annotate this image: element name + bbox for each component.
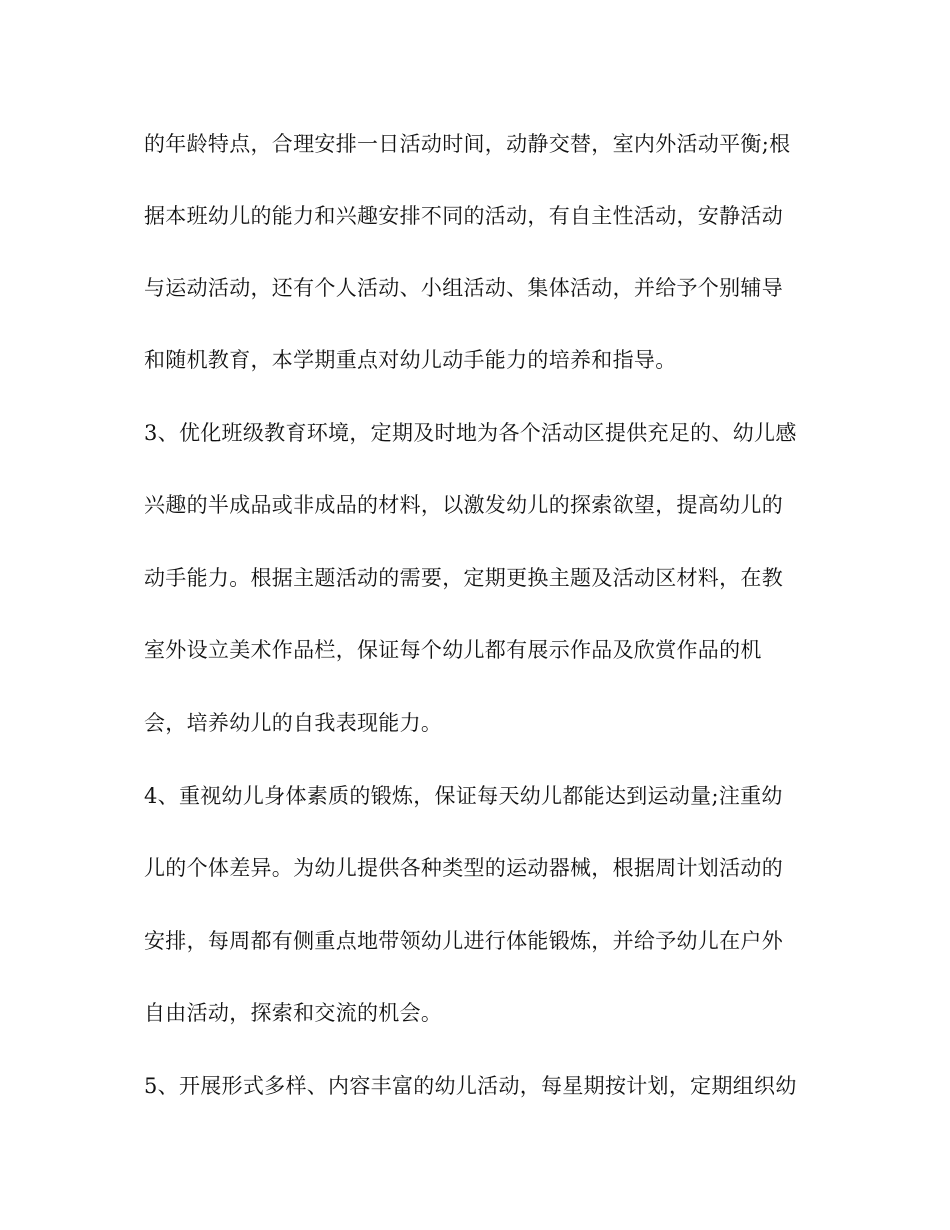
text-line: 自由活动，探索和交流的机会。 [144, 1001, 443, 1025]
text-line: 会，培养幼儿的自我表现能力。 [144, 711, 443, 735]
text-line: 安排，每周都有侧重点地带领幼儿进行体能锻炼，并给予幼儿在户外 [144, 929, 783, 953]
text-line: 和随机教育，本学期重点对幼儿动手能力的培养和指导。 [144, 348, 677, 372]
text-line: 的年龄特点，合理安排一日活动时间，动静交替，室内外活动平衡;根 [144, 132, 791, 156]
text-line: 儿的个体差异。为幼儿提供各种类型的运动器械，根据周计划活动的 [144, 856, 783, 880]
text-line: 据本班幼儿的能力和兴趣安排不同的活动，有自主性活动，安静活动 [144, 204, 783, 228]
text-line: 4、重视幼儿身体素质的锻炼，保证每天幼儿都能达到运动量;注重幼 [144, 784, 783, 808]
text-line: 动手能力。根据主题活动的需要，定期更换主题及活动区材料，在教 [144, 566, 783, 590]
text-line: 5、开展形式多样、内容丰富的幼儿活动，每星期按计划，定期组织幼 [144, 1074, 797, 1098]
text-line: 与运动活动，还有个人活动、小组活动、集体活动，并给予个别辅导 [144, 276, 783, 300]
text-line: 兴趣的半成品或非成品的材料，以激发幼儿的探索欲望，提高幼儿的 [144, 493, 783, 517]
text-line: 室外设立美术作品栏，保证每个幼儿都有展示作品及欣赏作品的机 [144, 638, 762, 662]
text-line: 3、优化班级教育环境，定期及时地为各个活动区提供充足的、幼儿感 [144, 421, 797, 445]
